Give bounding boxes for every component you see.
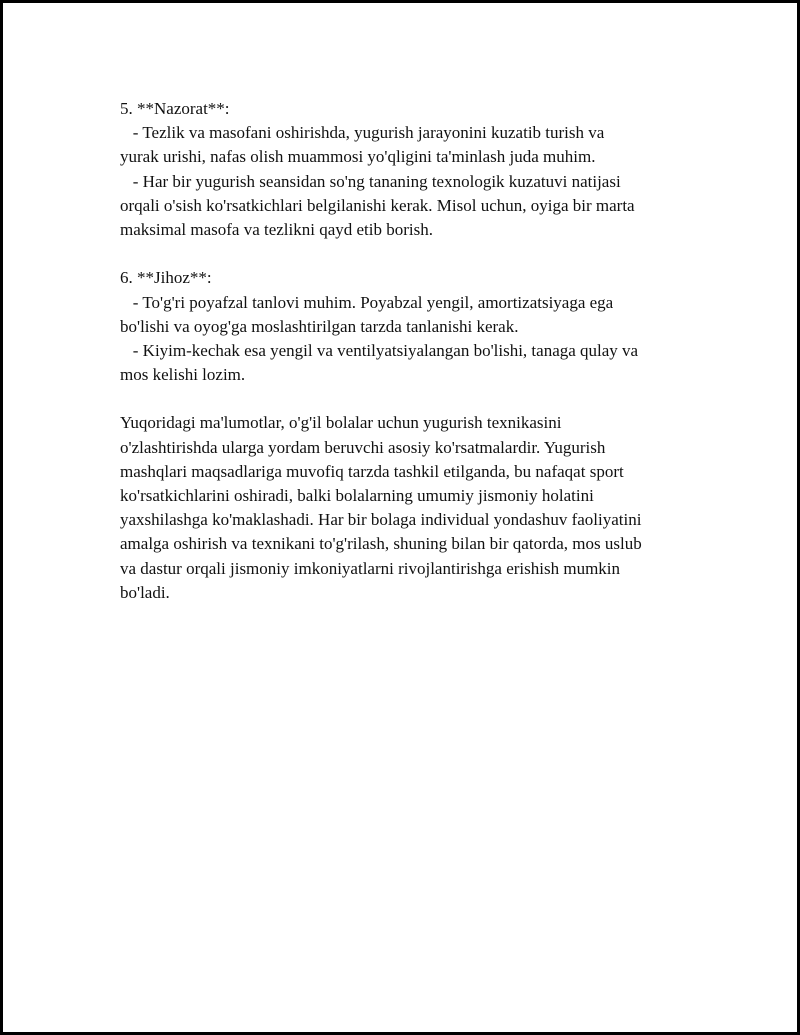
text-line: - To'g'ri poyafzal tanlovi muhim. Poyabzal yengil, amortizatsiyaga ega bbox=[120, 292, 614, 312]
text-line: mos kelishi lozim. bbox=[120, 365, 246, 385]
section-jihoz bbox=[120, 266, 690, 387]
text-line: mashqlari maqsadlariga muvofiq tarzda tashkil etilganda, bu nafaqat sport bbox=[120, 461, 624, 481]
text-line: maksimal masofa va tezlikni qayd etib borish. bbox=[120, 219, 434, 239]
conclusion-paragraph bbox=[120, 411, 690, 605]
text-line: orqali o'sish ko'rsatkichlari belgilanishi kerak. Misol uchun, oyiga bir marta bbox=[120, 195, 635, 215]
text-line: yurak urishi, nafas olish muammosi yo'qligini ta'minlash juda muhim. bbox=[120, 147, 596, 167]
text-line: yaxshilashga ko'maklashadi. Har bir bolaga individual yondashuv faoliyatini bbox=[120, 510, 642, 530]
text-line: ko'rsatkichlarini oshiradi, balki bolalarning umumiy jismoniy holatini bbox=[120, 486, 594, 505]
text-line: - Kiyim-kechak esa yengil va ventilyatsiyalangan bo'lishi, tanaga qulay va bbox=[120, 340, 639, 360]
section-nazorat bbox=[120, 97, 690, 242]
section-heading: 6. **Jihoz**: bbox=[120, 268, 212, 288]
paragraph-gap bbox=[120, 242, 690, 266]
text-line: o'zlashtirishda ularga yordam beruvchi asosiy ko'rsatmalardir. Yugurish bbox=[120, 437, 606, 457]
text-line: va dastur orqali jismoniy imkoniyatlarni rivojlantirishga erishish mumkin bbox=[120, 558, 621, 578]
text-line: - Har bir yugurish seansidan so'ng tananing texnologik kuzatuvi natijasi bbox=[120, 171, 621, 191]
document-body bbox=[120, 97, 690, 605]
paragraph-gap bbox=[120, 387, 690, 411]
section-heading: 5. **Nazorat**: bbox=[120, 99, 230, 118]
text-line: bo'lishi va oyog'ga moslashtirilgan tarzda tanlanishi kerak. bbox=[120, 316, 519, 336]
text-line: amalga oshirish va texnikani to'g'rilash, shuning bilan bir qatorda, mos uslub bbox=[120, 534, 642, 554]
text-line: bo'ladi. bbox=[120, 582, 170, 602]
text-line: - Tezlik va masofani oshirishda, yugurish jarayonini kuzatib turish va bbox=[120, 123, 605, 143]
text-line: Yuqoridagi ma'lumotlar, o'g'il bolalar uchun yugurish texnikasini bbox=[120, 413, 562, 433]
